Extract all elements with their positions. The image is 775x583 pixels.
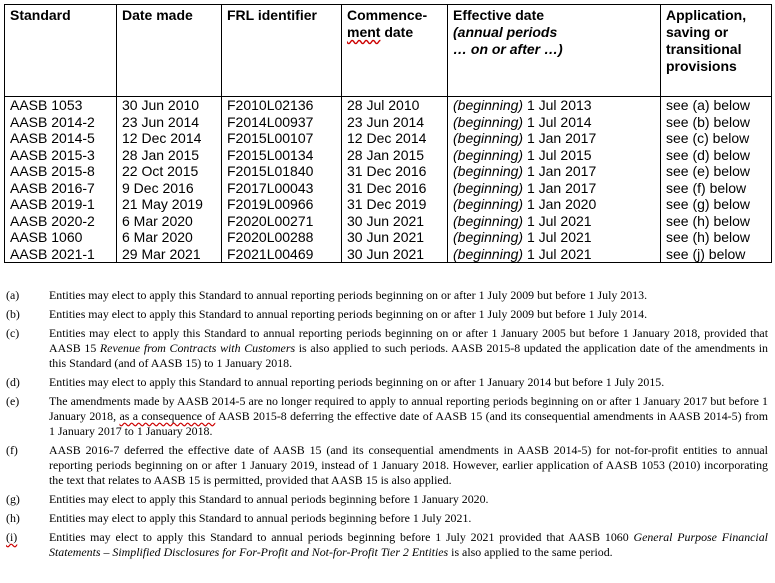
cell-date-made: 9 Dec 2016 bbox=[117, 180, 222, 197]
note-item bbox=[6, 307, 768, 322]
cell-standard: AASB 2020-2 bbox=[5, 213, 117, 230]
cell-effective-date bbox=[448, 130, 661, 147]
table-row bbox=[5, 213, 772, 230]
note-text-part: Entities may elect to apply this Standard to annual periods beginning before 1 July 2021 provided that AASB 1060 bbox=[49, 530, 634, 544]
effective-date-value: 1 Jul 2015 bbox=[523, 146, 592, 163]
cell-standard: AASB 2015-8 bbox=[5, 163, 117, 180]
cell-frl-identifier: F2014L00937 bbox=[222, 114, 342, 131]
note-item bbox=[6, 511, 768, 526]
table-row bbox=[5, 114, 772, 131]
cell-commencement: 31 Dec 2016 bbox=[342, 163, 448, 180]
note-label bbox=[6, 307, 49, 322]
header-date-made: Date made bbox=[117, 5, 222, 97]
note-label bbox=[6, 443, 49, 488]
cell-commencement: 30 Jun 2021 bbox=[342, 246, 448, 263]
effective-date-value: 1 Jan 2017 bbox=[523, 179, 597, 196]
note-text-part: Entities may elect to apply this Standard to annual reporting periods beginning on or after 1 July 2009 but before 1 July 2013. bbox=[49, 288, 648, 302]
effective-prefix: (beginning) bbox=[453, 196, 524, 212]
cell-effective-date bbox=[448, 147, 661, 164]
note-label-text: (a) bbox=[6, 288, 20, 302]
note-text bbox=[49, 375, 768, 390]
cell-commencement: 30 Jun 2021 bbox=[342, 213, 448, 230]
cell-date-made: 21 May 2019 bbox=[117, 196, 222, 213]
cell-date-made: 22 Oct 2015 bbox=[117, 163, 222, 180]
cell-commencement: 23 Jun 2014 bbox=[342, 114, 448, 131]
effective-date-value: 1 Jan 2020 bbox=[523, 196, 597, 212]
note-label bbox=[6, 326, 49, 371]
note-label bbox=[6, 511, 49, 526]
table-row bbox=[5, 196, 772, 213]
table-row bbox=[5, 163, 772, 180]
cell-date-made: 6 Mar 2020 bbox=[117, 213, 222, 230]
note-item bbox=[6, 492, 768, 507]
cell-effective-date bbox=[448, 196, 661, 213]
effective-date-value: 1 Jul 2021 bbox=[523, 212, 592, 229]
header-application: Application, saving or transitional provisions bbox=[661, 5, 772, 97]
cell-application: see (f) below bbox=[661, 180, 772, 197]
header-effective-a: Effective date bbox=[453, 7, 545, 23]
cell-commencement: 31 Dec 2019 bbox=[342, 196, 448, 213]
note-text bbox=[49, 492, 768, 507]
note-text-part: as a consequence of bbox=[119, 409, 216, 423]
cell-commencement: 12 Dec 2014 bbox=[342, 130, 448, 147]
note-label bbox=[6, 375, 49, 390]
cell-date-made: 28 Jan 2015 bbox=[117, 147, 222, 164]
cell-frl-identifier: F2020L00271 bbox=[222, 213, 342, 230]
effective-prefix: (beginning) bbox=[453, 97, 524, 113]
note-item bbox=[6, 394, 768, 439]
note-text-part: Entities may elect to apply this Standard to annual reporting periods beginning on or after 1 January 2014 but before 1 July 2015. bbox=[49, 375, 665, 389]
note-item bbox=[6, 375, 768, 390]
cell-frl-identifier: F2015L01840 bbox=[222, 163, 342, 180]
effective-prefix: (beginning) bbox=[453, 245, 524, 262]
header-effective-date bbox=[448, 5, 661, 97]
notes-section bbox=[6, 288, 768, 564]
table-row bbox=[5, 246, 772, 263]
note-label bbox=[6, 288, 49, 303]
cell-standard: AASB 2015-3 bbox=[5, 147, 117, 164]
note-text-part: Entities may elect to apply this Standard to annual reporting periods beginning on or after 1 January 2005 but before 1 January 2018, provided that AASB 15 bbox=[49, 326, 768, 355]
note-title-italic: Revenue from Contracts with Customers bbox=[99, 341, 296, 355]
cell-application: see (h) below bbox=[661, 229, 772, 246]
cell-application: see (d) below bbox=[661, 147, 772, 164]
cell-commencement: 30 Jun 2021 bbox=[342, 229, 448, 246]
cell-frl-identifier: F2010L02136 bbox=[222, 97, 342, 114]
note-text bbox=[49, 394, 768, 439]
effective-prefix: (beginning) bbox=[453, 229, 524, 245]
effective-date-value: 1 Jul 2013 bbox=[523, 97, 592, 113]
header-effective-c: … on or after …) bbox=[453, 41, 563, 57]
note-text bbox=[49, 530, 768, 560]
effective-date-value: 1 Jan 2017 bbox=[523, 130, 597, 146]
table-row bbox=[5, 147, 772, 164]
note-label-text: (e) bbox=[6, 394, 20, 408]
note-text-part: AASB 2016-7 deferred the effective date of AASB 15 (and its consequential amendments in AASB 2014-5) for not-for-profit entities to annual reporting periods beginning on or after 1 January 2019, instead of 1 January 2018. However, earlier application of AASB 1053 (2010) incorporating the text that relates to AASB 15 is permitted, provided that AASB 15 is also applied. bbox=[49, 443, 768, 487]
note-item bbox=[6, 326, 768, 371]
note-item bbox=[6, 288, 768, 303]
cell-commencement: 28 Jul 2010 bbox=[342, 97, 448, 114]
note-item bbox=[6, 443, 768, 488]
effective-prefix: (beginning) bbox=[453, 146, 524, 163]
cell-frl-identifier: F2015L00134 bbox=[222, 147, 342, 164]
effective-date-value: 1 Jul 2014 bbox=[523, 113, 592, 130]
note-label bbox=[6, 394, 49, 439]
cell-application: see (e) below bbox=[661, 163, 772, 180]
note-text-part: is also applied to the same period. bbox=[448, 545, 613, 559]
note-text bbox=[49, 443, 768, 488]
note-text bbox=[49, 326, 768, 371]
cell-effective-date bbox=[448, 114, 661, 131]
note-label bbox=[6, 530, 49, 560]
cell-frl-identifier: F2017L00043 bbox=[222, 180, 342, 197]
note-label-text: (h) bbox=[6, 511, 20, 525]
cell-standard: AASB 2016-7 bbox=[5, 180, 117, 197]
cell-date-made: 6 Mar 2020 bbox=[117, 229, 222, 246]
cell-date-made: 30 Jun 2010 bbox=[117, 97, 222, 114]
note-text-part: is also applied to such periods. AASB 2015-8 updated the application date of the amendments in this Standard (and of AASB 15) to 1 January 2018. bbox=[49, 341, 768, 370]
note-label-text: (d) bbox=[6, 375, 20, 389]
cell-frl-identifier: F2021L00469 bbox=[222, 246, 342, 263]
cell-standard: AASB 2014-2 bbox=[5, 114, 117, 131]
cell-standard: AASB 1060 bbox=[5, 229, 117, 246]
effective-prefix: (beginning) bbox=[453, 163, 524, 179]
header-standard: Standard bbox=[5, 5, 117, 97]
effective-prefix: (beginning) bbox=[453, 179, 524, 196]
header-commencement-c: date bbox=[380, 24, 414, 40]
note-text-part: Entities may elect to apply this Standard to annual reporting periods beginning on or after 1 July 2009 but before 1 July 2014. bbox=[49, 307, 648, 321]
cell-application: see (a) below bbox=[661, 97, 772, 114]
note-text bbox=[49, 288, 768, 303]
cell-date-made: 23 Jun 2014 bbox=[117, 114, 222, 131]
note-title-italic: General Purpose Financial Statements – Simplified Disclosures for For-Profit and Not-for-Profit Tier 2 Entities bbox=[49, 530, 768, 559]
effective-prefix: (beginning) bbox=[453, 113, 524, 130]
standards-table bbox=[4, 4, 772, 263]
table-row bbox=[5, 97, 772, 114]
note-label-text: (b) bbox=[6, 307, 20, 321]
header-commencement-date bbox=[342, 5, 448, 97]
header-commencement-b: ment bbox=[347, 24, 381, 40]
effective-date-value: 1 Jul 2021 bbox=[523, 229, 592, 245]
cell-effective-date bbox=[448, 97, 661, 114]
table-row bbox=[5, 180, 772, 197]
cell-frl-identifier: F2019L00966 bbox=[222, 196, 342, 213]
cell-standard: AASB 2014-5 bbox=[5, 130, 117, 147]
cell-commencement: 28 Jan 2015 bbox=[342, 147, 448, 164]
cell-effective-date bbox=[448, 246, 661, 263]
note-text-part: Entities may elect to apply this Standard to annual periods beginning before 1 January 2020. bbox=[49, 492, 489, 506]
table-header-row bbox=[5, 5, 772, 97]
cell-application: see (c) below bbox=[661, 130, 772, 147]
note-label bbox=[6, 492, 49, 507]
cell-application: see (g) below bbox=[661, 196, 772, 213]
effective-prefix: (beginning) bbox=[453, 212, 524, 229]
header-frl-identifier: FRL identifier bbox=[222, 5, 342, 97]
note-text-part: Entities may elect to apply this Standard to annual periods beginning before 1 July 2021. bbox=[49, 511, 472, 525]
note-text bbox=[49, 307, 768, 322]
cell-commencement: 31 Dec 2016 bbox=[342, 180, 448, 197]
cell-application: see (j) below bbox=[661, 246, 772, 263]
header-effective-b: (annual periods bbox=[453, 24, 558, 40]
table-row bbox=[5, 229, 772, 246]
header-commencement-a: Commence- bbox=[347, 7, 428, 23]
cell-application: see (h) below bbox=[661, 213, 772, 230]
cell-date-made: 29 Mar 2021 bbox=[117, 246, 222, 263]
cell-standard: AASB 2019-1 bbox=[5, 196, 117, 213]
table-row bbox=[5, 130, 772, 147]
cell-date-made: 12 Dec 2014 bbox=[117, 130, 222, 147]
cell-standard: AASB 1053 bbox=[5, 97, 117, 114]
cell-effective-date bbox=[448, 213, 661, 230]
cell-frl-identifier: F2015L00107 bbox=[222, 130, 342, 147]
note-label-text: (g) bbox=[6, 492, 20, 506]
note-text bbox=[49, 511, 768, 526]
cell-frl-identifier: F2020L00288 bbox=[222, 229, 342, 246]
effective-prefix: (beginning) bbox=[453, 130, 524, 146]
note-label-text: (i) bbox=[6, 530, 18, 544]
effective-date-value: 1 Jul 2021 bbox=[523, 245, 592, 262]
note-item bbox=[6, 530, 768, 560]
cell-effective-date bbox=[448, 163, 661, 180]
cell-application: see (b) below bbox=[661, 114, 772, 131]
cell-effective-date bbox=[448, 229, 661, 246]
note-text-part: AASB 2015-8 deferring the effective date of AASB 15 (and its consequential amendments in AASB 2014-5) from 1 January 2017 to 1 January 2018. bbox=[49, 409, 768, 438]
note-label-text: (c) bbox=[6, 326, 20, 340]
cell-standard: AASB 2021-1 bbox=[5, 246, 117, 263]
note-text-part: The amendments made by AASB 2014-5 are no longer required to apply to annual reporting periods beginning on or after 1 January 2017 but before 1 January 2018, bbox=[49, 394, 768, 423]
note-label-text: (f) bbox=[6, 443, 18, 457]
effective-date-value: 1 Jan 2017 bbox=[523, 163, 597, 179]
cell-effective-date bbox=[448, 180, 661, 197]
